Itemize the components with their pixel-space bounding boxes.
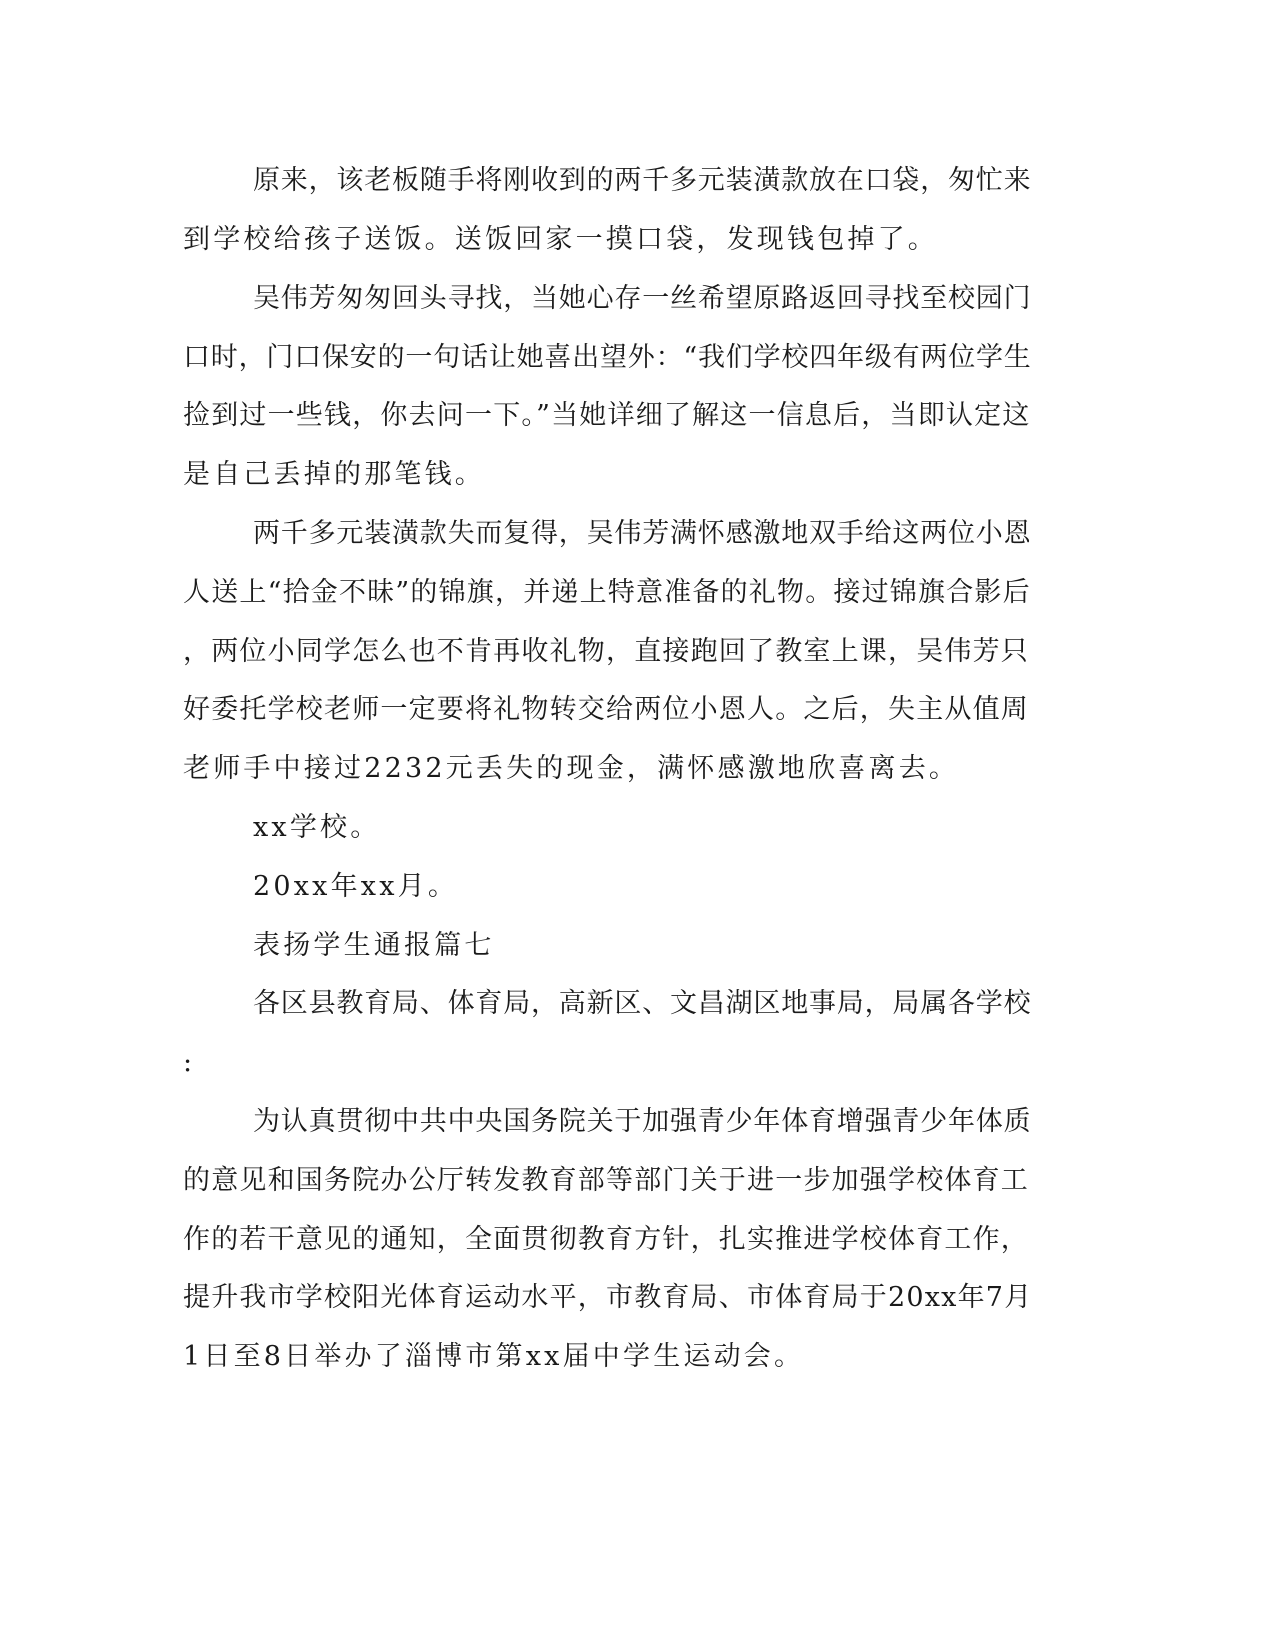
paragraph-line: 口时，门口保安的一句话让她喜出望外：“我们学校四年级有两位学生 xyxy=(183,342,1032,373)
signature-school: xx学校。 xyxy=(253,812,381,843)
paragraph-line: 原来，该老板随手将刚收到的两千多元装潢款放在口袋，匆忙来 xyxy=(253,165,1032,196)
salutation-colon: : xyxy=(183,1047,196,1078)
paragraph-line: 是自己丢掉的那笔钱。 xyxy=(183,459,485,490)
paragraph-line: 人送上“拾金不昧”的锦旗，并递上特意准备的礼物。接过锦旗合影后 xyxy=(183,577,1031,608)
section-heading: 表扬学生通报篇七 xyxy=(253,930,495,961)
paragraph-line: 到学校给孩子送饭。送饭回家一摸口袋，发现钱包掉了。 xyxy=(183,224,938,255)
paragraph-line: 捡到过一些钱，你去问一下。”当她详细了解这一信息后，当即认定这 xyxy=(183,400,1031,431)
paragraph-line: 为认真贯彻中共中央国务院关于加强青少年体育增强青少年体质 xyxy=(253,1106,1032,1137)
paragraph-line: 的意见和国务院办公厅转发教育部等部门关于进一步加强学校体育工 xyxy=(183,1165,1029,1196)
paragraph-line: 1日至8日举办了淄博市第xx届中学生运动会。 xyxy=(183,1341,805,1372)
signature-date: 20xx年xx月。 xyxy=(253,871,459,902)
paragraph-line: 提升我市学校阳光体育运动水平，市教育局、市体育局于20xx年7月 xyxy=(183,1282,1033,1313)
paragraph-line: 作的若干意见的通知，全面贯彻教育方针，扎实推进学校体育工作， xyxy=(183,1224,1029,1255)
paragraph-line: 两千多元装潢款失而复得，吴伟芳满怀感激地双手给这两位小恩 xyxy=(253,518,1032,549)
paragraph-line: 老师手中接过2232元丢失的现金，满怀感激地欣喜离去。 xyxy=(183,753,960,784)
paragraph-line: 吴伟芳匆匆回头寻找，当她心存一丝希望原路返回寻找至校园门 xyxy=(253,283,1032,314)
paragraph-line: 好委托学校老师一定要将礼物转交给两位小恩人。之后，失主从值周 xyxy=(183,694,1029,725)
paragraph-line: ，两位小同学怎么也不肯再收礼物，直接跑回了教室上课，吴伟芳只 xyxy=(183,636,1029,667)
salutation-line: 各区县教育局、体育局，高新区、文昌湖区地事局，局属各学校 xyxy=(253,988,1032,1019)
